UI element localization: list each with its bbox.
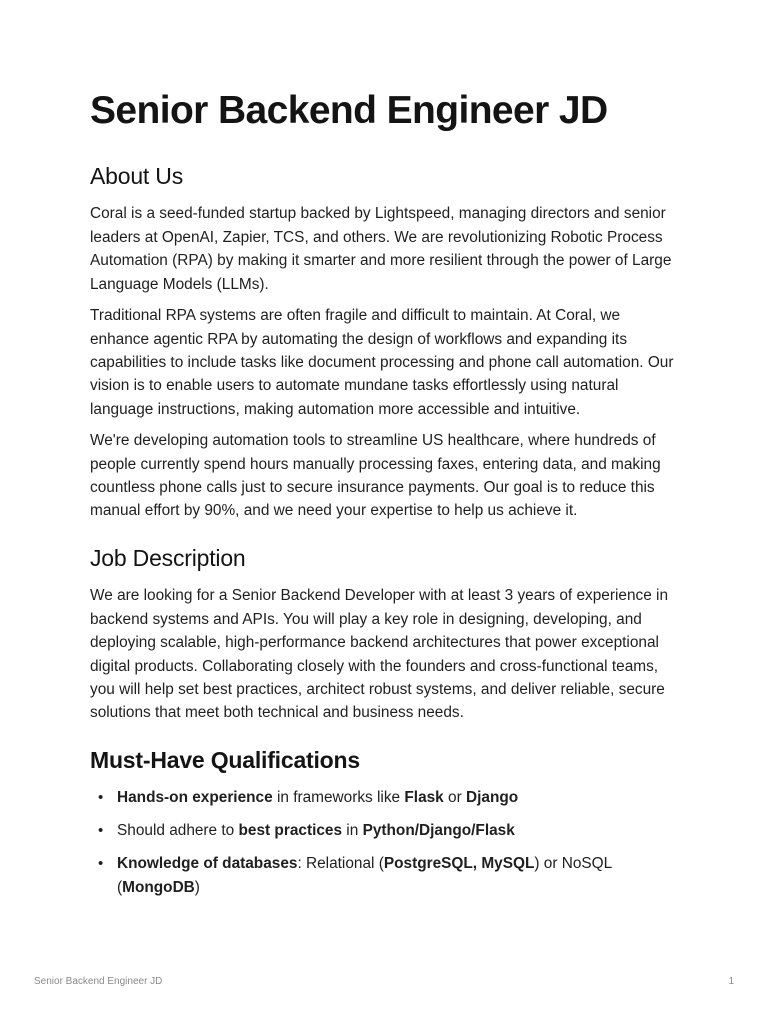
qualification-text: in frameworks like [272,789,405,807]
qualifications-heading: Must-Have Qualifications [90,746,360,773]
qualification-text: ) [194,878,200,896]
qualifications-list [90,786,680,899]
list-item [90,852,680,899]
qualification-text: Hands-on experience [117,789,273,807]
about-paragraph-3: We're developing automation tools to streamline US healthcare, where hundreds of people currently spend hours manually processing faxes, entering data, and making countless phone calls just to secure insurance payments. Our goal is to reduce this manual effort by 90%, and we need your expertise to help us achieve it. [90,432,661,520]
qualification-text: ) or NoSQL ( [117,855,612,896]
qualification-text: PostgreSQL, MySQL [383,855,535,873]
qualification-text: Python/Django/Flask [362,822,515,840]
qualification-text: : Relational ( [297,855,384,873]
qualification-text: in [342,822,363,840]
qualification-text: Flask [404,789,444,807]
qualification-text: Should adhere to [117,822,239,840]
about-paragraph-1: Coral is a seed-funded startup backed by Lightspeed, managing directors and senior leaders at OpenAI, Zapier, TCS, and others. We are revolutionizing Robotic Process Automation (RPA) by making it smarter and more resilient through the power of Large Language Models (LLMs). [90,205,672,293]
qualification-text: Django [466,789,519,807]
footer-document-title: Senior Backend Engineer JD [34,976,163,987]
about-us-heading: About Us [90,162,184,189]
job-description-paragraph: We are looking for a Senior Backend Developer with at least 3 years of experience in backend systems and APIs. You will play a key role in designing, developing, and deploying scalable, high-performance backend architectures that power exceptional digital products. Collaborating closely with the founders and cross-functional teams, you will help set best practices, architect robust systems, and deliver reliable, secure solutions that meet both technical and business needs. [90,587,669,722]
job-description-heading: Job Description [90,544,246,571]
about-paragraph-2: Traditional RPA systems are often fragile and difficult to maintain. At Coral, we enhance agentic RPA by automating the design of workflows and expanding its capabilities to include tasks like document processing and phone call automation. Our vision is to enable users to automate mundane tasks effortlessly using natural language instructions, making automation more accessible and intuitive. [90,307,674,418]
list-item [90,819,680,842]
qualification-text: best practices [238,822,343,840]
list-item [90,786,680,809]
footer-page-number: 1 [728,976,734,987]
qualification-text: Knowledge of databases [117,855,298,873]
document-page [90,90,680,909]
qualification-text: or [443,789,466,807]
section-spacer [90,531,680,545]
document-title: Senior Backend Engineer JD [90,89,608,132]
qualification-text: MongoDB [122,878,195,896]
section-spacer [90,733,680,747]
